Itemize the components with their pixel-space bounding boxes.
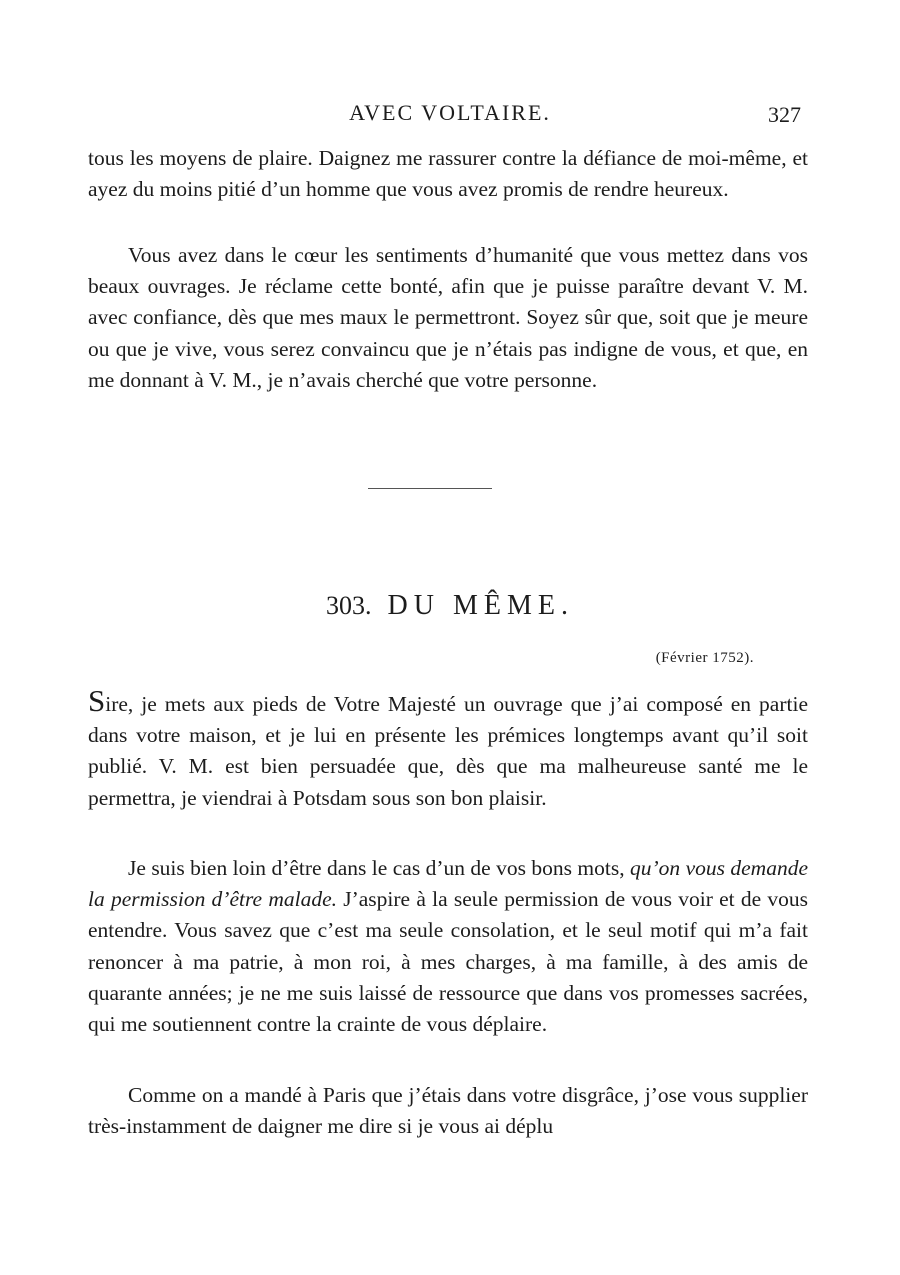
letter-paragraph-2-rest: J’aspire à la seule permission de vous voir et de vous entendre. Vous savez que c’est ma seule consolation, et le seul motif qui m’a fait renoncer à ma patrie, à mon roi, à mes charges, à ma famille, à des amis de quarante années; je ne me suis laissé de ressource que dans vos promesses sacrées, qui me soutiennent contre la crainte de vous déplaire. [88, 887, 808, 1037]
section-divider [368, 488, 492, 489]
letter-paragraph-3: Comme on a mandé à Paris que j’étais dans votre disgrâce, j’ose vous supplier très-instamment de daigner me dire si je vous ai déplu [88, 1083, 808, 1139]
running-head [0, 100, 900, 130]
initial-letter: S [88, 683, 106, 718]
letter-paragraph-1 [88, 683, 808, 814]
letter-date: (Février 1752). [655, 650, 754, 666]
continuation-paragraph: tous les moyens de plaire. Daignez me rassurer contre la défiance de moi-même, et ayez du moins pitié d’un homme que vous avez promis de rendre heureux. [88, 146, 808, 202]
letter-number: 303. [326, 591, 372, 620]
letter-paragraph-2 [88, 853, 808, 1040]
letter-title: DU MÊME. [387, 590, 574, 621]
page-number: 327 [768, 102, 801, 127]
letter-heading [0, 590, 900, 622]
letter-paragraph-1-text: ire, je mets aux pieds de Votre Majesté un ouvrage que j’ai composé en partie dans votre maison, et je lui en présente les prémices longtemps avant qu’il soit publié. V. M. est bien persuadée que, dès que ma malheureuse santé me le permettra, je viendrai à Potsdam sous son bon plaisir. [88, 692, 808, 810]
quoted-bon-mot: qu’on vous demande la permission d’être malade. [88, 856, 808, 912]
running-title: AVEC VOLTAIRE. [349, 100, 551, 125]
letter-paragraph-2-start: Je suis bien loin d’être dans le cas d’un de vos bons mots, [128, 856, 630, 880]
closing-paragraph: Vous avez dans le cœur les sentiments d’humanité que vous mettez dans vos beaux ouvrages. Je réclame cette bonté, afin que je puisse paraître devant V. M. avec confiance, dès que mes maux le permettront. Soyez sûr que, soit que je meure ou que je vive, vous serez convaincu que je n’étais pas indigne de vous, et que, en me donnant à V. M., je n’avais cherché que votre personne. [88, 243, 808, 392]
